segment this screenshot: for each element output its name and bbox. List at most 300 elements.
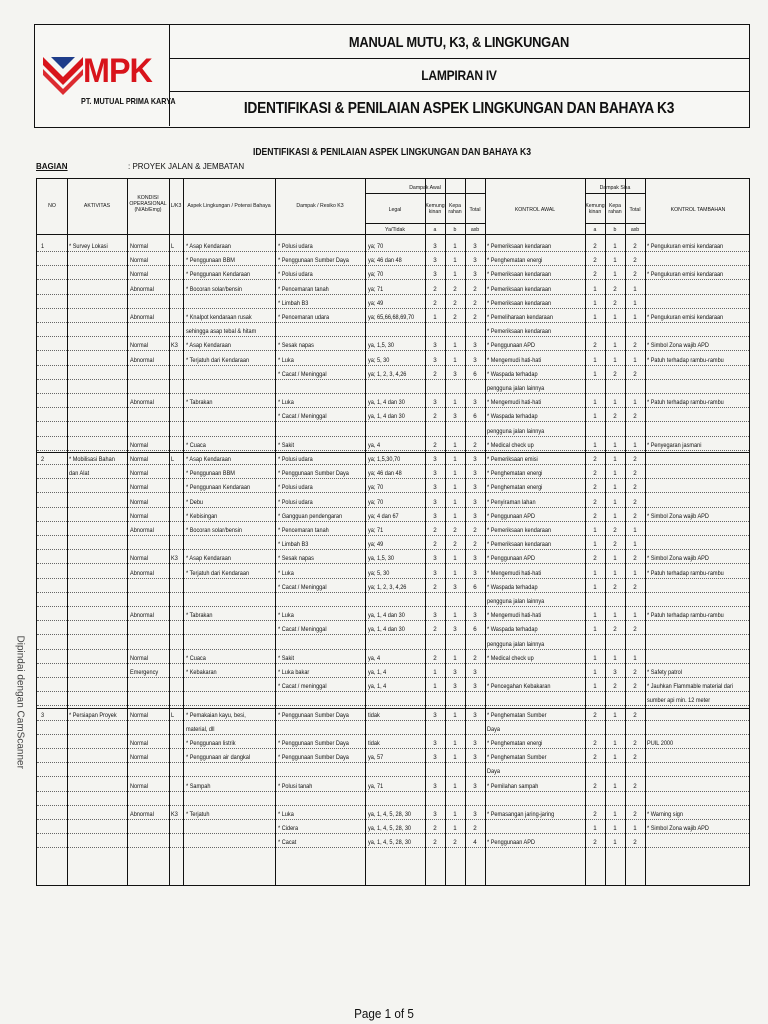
- cell-st: 2: [633, 669, 637, 676]
- cell-dmp: * Penggunaan Sumber Daya: [278, 470, 349, 478]
- cell-t: 2: [473, 527, 477, 534]
- cell-ka: * Waspada terhadap: [487, 583, 538, 591]
- cell-leg: ya, 1, 4 dan 30: [368, 399, 405, 407]
- cell-dmp: * Penggunaan Sumber Daya: [278, 711, 349, 719]
- cell-leg: ya, 4: [368, 654, 381, 662]
- cell-t: 3: [473, 470, 477, 478]
- cell-leg: ya, 1, 4, 5, 28, 30: [368, 811, 412, 818]
- cell-asp: * Knalpot kendaraan rusak: [186, 314, 252, 321]
- cell-kt: * Pengukuran emisi kendaraan: [647, 271, 724, 279]
- cell-dmp: * Luka: [278, 811, 294, 818]
- cell-asp: * Penggunaan BBM: [186, 257, 235, 265]
- cell-t: 6: [473, 626, 477, 634]
- cell-a: 1: [433, 669, 437, 676]
- cell-t: 3: [473, 342, 477, 350]
- cell-st: 2: [633, 271, 637, 279]
- cell-asp: * Penggunaan Kendaraan: [186, 484, 251, 492]
- cell-a: 3: [433, 512, 437, 520]
- cell-dmp: * Penggunaan Sumber Daya: [278, 754, 349, 762]
- cell-a: 3: [433, 612, 437, 620]
- cell-a: 1: [433, 314, 437, 321]
- cell-leg: ya, 1, 4 dan 30: [368, 413, 405, 421]
- cell-dmp: * Polusi udara: [278, 498, 313, 506]
- cell-ka: * Pemeriksaan emisi: [487, 456, 538, 463]
- cell-lk: K3: [171, 342, 178, 350]
- cell-sa: 2: [593, 271, 597, 279]
- cell-ka: Daya: [487, 725, 501, 733]
- cell-ka: * Pemeriksaan kendaraan: [487, 527, 552, 534]
- cell-b: 2: [453, 527, 457, 534]
- cell-dmp: * Luka bakar: [278, 669, 310, 676]
- cell-b: 1: [453, 512, 457, 520]
- cell-sb: 1: [613, 484, 617, 492]
- cell-leg: tidak: [368, 711, 380, 719]
- cell-kon: Normal: [130, 512, 148, 520]
- cell-sb: 1: [613, 839, 617, 847]
- cell-b: 3: [453, 413, 457, 421]
- cell-b: 2: [453, 541, 457, 549]
- col-sisa-keparahan: Kepa rahan: [608, 203, 622, 215]
- cell-leg: ya, 1, 4: [368, 669, 387, 676]
- cell-asp: * Asap Kendaraan: [186, 342, 231, 350]
- bagian-value: : PROYEK JALAN & JEMBATAN: [128, 162, 245, 171]
- cell-kon: Normal: [130, 654, 148, 662]
- col-dampak-awal: Dampak Awal: [409, 185, 441, 191]
- cell-sa: 2: [593, 484, 597, 492]
- cell-sb: 1: [613, 271, 617, 279]
- col-keparahan: Kepa rahan: [448, 203, 462, 215]
- cell-kt: * Patuh terhadap rambu-rambu: [647, 612, 724, 620]
- cell-no: 1: [41, 243, 45, 250]
- cell-asp: * Bocoran solar/bensin: [186, 527, 243, 534]
- cell-t: 3: [473, 754, 477, 762]
- col-lk3: L/K3: [170, 203, 182, 209]
- cell-b: 1: [453, 243, 457, 250]
- cell-st: 2: [633, 583, 637, 591]
- cell-st: 2: [633, 257, 637, 265]
- cell-sb: 1: [613, 243, 617, 250]
- cell-kon: Abnormal: [130, 811, 154, 818]
- bagian-label: BAGIAN: [36, 162, 68, 171]
- cell-ka: * Pemeriksaan kendaraan: [487, 299, 552, 307]
- manual-title: MANUAL MUTU, K3, & LINGKUNGAN: [348, 34, 570, 51]
- cell-sa: 1: [593, 583, 597, 591]
- cell-b: 2: [453, 839, 457, 847]
- cell-dmp: * Cacat / Meninggal: [278, 626, 327, 634]
- cell-leg: ya; 70: [368, 271, 384, 279]
- cell-sa: 1: [593, 413, 597, 421]
- cell-kon: Normal: [130, 441, 148, 449]
- cell-sa: 1: [593, 441, 597, 449]
- cell-sa: 1: [593, 370, 597, 378]
- cell-a: 2: [433, 825, 437, 833]
- cell-a: 2: [433, 541, 437, 549]
- cell-b: 3: [453, 683, 457, 691]
- cell-sa: 2: [593, 711, 597, 719]
- cell-asp: * Pemakaian kayu, besi,: [186, 711, 246, 719]
- cell-a: 2: [433, 583, 437, 591]
- cell-t: 3: [473, 782, 477, 790]
- cell-a: 3: [433, 271, 437, 279]
- cell-t: 3: [473, 683, 477, 691]
- cell-a: 3: [433, 740, 437, 747]
- sub-sisa-b: b: [613, 227, 617, 233]
- cell-b: 1: [453, 711, 457, 719]
- cell-leg: ya; 5, 30: [368, 356, 390, 364]
- col-aspek: Aspek Lingkungan / Potensi Bahaya: [187, 203, 271, 209]
- cell-leg: ya; 46 dan 48: [368, 257, 402, 265]
- cell-lk: L: [171, 243, 175, 250]
- col-kontrol-awal: KONTROL AWAL: [514, 207, 556, 213]
- cell-kon: Abnormal: [130, 356, 154, 364]
- cell-kt: * Patuh terhadap rambu-rambu: [647, 399, 724, 407]
- cell-st: 2: [633, 626, 637, 634]
- cell-a: 3: [433, 498, 437, 506]
- cell-sa: 1: [593, 356, 597, 364]
- cell-sb: 2: [613, 527, 617, 534]
- cell-leg: ya, 1, 4, 5, 28, 30: [368, 839, 412, 847]
- cell-sb: 1: [613, 441, 617, 449]
- cell-t: 2: [473, 441, 477, 449]
- cell-ka: pengguna jalan lainnya: [487, 385, 545, 392]
- cell-leg: ya; 49: [368, 299, 384, 307]
- cell-t: 3: [473, 740, 477, 747]
- cell-kon: Normal: [130, 754, 148, 762]
- cell-b: 1: [453, 654, 457, 662]
- col-kontrol-tambahan: KONTROL TAMBAHAN: [670, 207, 726, 213]
- cell-t: 3: [473, 569, 477, 577]
- cell-leg: ya, 1, 4 dan 30: [368, 626, 405, 634]
- cell-a: 3: [433, 243, 437, 250]
- cell-kon: Normal: [130, 555, 148, 563]
- cell-t: 3: [473, 811, 477, 818]
- cell-sa: 1: [593, 569, 597, 577]
- sub-b: b: [453, 227, 457, 233]
- cell-a: 3: [433, 342, 437, 350]
- cell-kt: sumber api min. 12 meter: [647, 697, 711, 705]
- cell-a: 1: [433, 683, 437, 691]
- cell-b: 3: [453, 583, 457, 591]
- cell-kt: * Simbol Zona wajib APD: [647, 555, 709, 563]
- cell-lk: L: [171, 711, 175, 719]
- cell-asp: * Sampah: [186, 782, 211, 790]
- cell-dmp: * Polusi udara: [278, 243, 313, 250]
- cell-kt: * Simbol Zona wajib APD: [647, 825, 709, 833]
- cell-asp: * Terjatuh dari Kendaraan: [186, 356, 250, 364]
- cell-leg: ya; 70: [368, 484, 384, 492]
- cell-st: 1: [633, 654, 637, 662]
- cell-ka: * Waspada terhadap: [487, 370, 538, 378]
- document-title: IDENTIFIKASI & PENILAIAN ASPEK LINGKUNGAN DAN BAHAYA K3: [243, 100, 675, 117]
- cell-a: 2: [433, 626, 437, 634]
- cell-sa: 1: [593, 314, 597, 321]
- cell-sb: 1: [613, 612, 617, 620]
- cell-sb: 1: [613, 456, 617, 463]
- cell-b: 3: [453, 669, 457, 676]
- cell-ka: pengguna jalan lainnya: [487, 427, 545, 435]
- cell-sa: 1: [593, 399, 597, 407]
- cell-b: 1: [453, 811, 457, 818]
- cell-st: 1: [633, 612, 637, 620]
- cell-leg: ya, 4: [368, 441, 381, 449]
- cell-sa: 2: [593, 512, 597, 520]
- cell-sa: 2: [593, 257, 597, 265]
- cell-sa: 1: [593, 612, 597, 620]
- cell-sa: 2: [593, 782, 597, 790]
- cell-asp: * Cuaca: [186, 654, 206, 662]
- cell-ka: pengguna jalan lainnya: [487, 598, 545, 605]
- cell-kon: Normal: [130, 257, 148, 265]
- cell-b: 3: [453, 370, 457, 378]
- cell-akt: * Persiapan Proyek: [69, 711, 117, 719]
- cell-ka: * Penghematan energi: [487, 257, 543, 265]
- cell-asp: sehingga asap tebal & hitam: [186, 328, 257, 336]
- cell-leg: ya; 1,5,30,70: [368, 456, 401, 463]
- cell-asp: * Debu: [186, 498, 204, 506]
- cell-st: 2: [633, 782, 637, 790]
- cell-leg: ya; 1, 2, 3, 4,26: [368, 370, 407, 378]
- cell-st: 2: [633, 498, 637, 506]
- cell-st: 2: [633, 484, 637, 492]
- cell-akt: dan Alat: [69, 470, 90, 478]
- cell-sb: 2: [613, 285, 617, 293]
- col-kemungkinan: Kemung kinan: [425, 203, 445, 215]
- cell-sb: 2: [613, 583, 617, 591]
- cell-leg: ya, 57: [368, 754, 384, 762]
- cell-sb: 1: [613, 740, 617, 747]
- cell-t: 3: [473, 512, 477, 520]
- cell-sb: 1: [613, 754, 617, 762]
- cell-kon: Normal: [130, 271, 148, 279]
- document-header: [34, 24, 750, 128]
- cell-t: 3: [473, 456, 477, 463]
- cell-dmp: * Luka: [278, 356, 294, 364]
- cell-ka: * Pemeriksaan kendaraan: [487, 271, 552, 279]
- cell-leg: ya, 1, 4, 5, 28, 30: [368, 825, 412, 833]
- cell-dmp: * Cacat: [278, 839, 297, 847]
- cell-a: 3: [433, 470, 437, 478]
- cell-sb: 2: [613, 413, 617, 421]
- cell-sb: 1: [613, 314, 617, 321]
- cell-st: 1: [633, 399, 637, 407]
- cell-sa: 2: [593, 470, 597, 478]
- cell-leg: ya, 71: [368, 782, 384, 790]
- cell-leg: ya, 1, 4: [368, 683, 387, 691]
- cell-sb: 2: [613, 683, 617, 691]
- cell-dmp: * Sesak napas: [278, 342, 314, 350]
- cell-t: 3: [473, 356, 477, 364]
- cell-b: 1: [453, 441, 457, 449]
- cell-st: 2: [633, 413, 637, 421]
- cell-b: 1: [453, 342, 457, 350]
- cell-dmp: * Polusi udara: [278, 271, 313, 279]
- company-logo: [35, 25, 176, 126]
- cell-leg: ya; 65,66,68,69,70: [368, 314, 415, 321]
- cell-st: 2: [633, 243, 637, 250]
- cell-dmp: * Limbah B3: [278, 299, 309, 307]
- cell-st: 1: [633, 825, 637, 833]
- col-no: NO: [48, 203, 56, 209]
- cell-t: 2: [473, 541, 477, 549]
- cell-st: 2: [633, 711, 637, 719]
- cell-ka: * Pemeriksaan kendaraan: [487, 541, 552, 549]
- cell-a: 3: [433, 484, 437, 492]
- cell-asp: * Penggunaan air dangkal: [186, 754, 251, 762]
- cell-dmp: * Cidera: [278, 825, 299, 833]
- cell-a: 3: [433, 399, 437, 407]
- cell-kon: Normal: [130, 498, 148, 506]
- cell-dmp: * Pencemaran tanah: [278, 285, 329, 293]
- cell-leg: ya, 1,5, 30: [368, 342, 395, 350]
- cell-st: 2: [633, 839, 637, 847]
- cell-a: 2: [433, 299, 437, 307]
- cell-a: 2: [433, 527, 437, 534]
- sub-sisa-axb: axb: [630, 227, 640, 233]
- cell-sa: 1: [593, 825, 597, 833]
- cell-st: 2: [633, 456, 637, 463]
- cell-dmp: * Cacat / Meninggal: [278, 370, 327, 378]
- cell-sa: 1: [593, 683, 597, 691]
- cell-b: 2: [453, 314, 457, 321]
- cell-dmp: * Cacat / Meninggal: [278, 583, 327, 591]
- cell-b: 3: [453, 626, 457, 634]
- cell-sb: 1: [613, 711, 617, 719]
- cell-st: 2: [633, 683, 637, 691]
- cell-dmp: * Cacat / meninggal: [278, 683, 327, 691]
- cell-sb: 1: [613, 811, 617, 818]
- cell-a: 3: [433, 711, 437, 719]
- cell-dmp: * Pencemaran udara: [278, 314, 330, 321]
- cell-t: 3: [473, 257, 477, 265]
- col-legal: Legal: [388, 207, 402, 213]
- cell-no: 3: [41, 711, 45, 719]
- sub-legal: Ya/Tidak: [385, 227, 405, 233]
- cell-kt: * Warning sign: [647, 811, 684, 818]
- cell-sa: 1: [593, 285, 597, 293]
- cell-a: 2: [433, 839, 437, 847]
- cell-a: 2: [433, 654, 437, 662]
- col-total: Total: [469, 207, 481, 213]
- cell-leg: ya; 70: [368, 243, 384, 250]
- cell-b: 1: [453, 740, 457, 747]
- cell-sb: 1: [613, 356, 617, 364]
- cell-asp: * Penggunaan BBM: [186, 470, 235, 478]
- cell-kt: * Patuh terhadap rambu-rambu: [647, 356, 724, 364]
- cell-kon: Normal: [130, 243, 148, 250]
- cell-a: 2: [433, 413, 437, 421]
- cell-sa: 1: [593, 541, 597, 549]
- cell-dmp: * Polusi udara: [278, 456, 313, 463]
- cell-a: 3: [433, 754, 437, 762]
- cell-ka: * Pemilahan sampah: [487, 782, 539, 790]
- cell-a: 3: [433, 257, 437, 265]
- col-dampak-sisa: Dampak Sisa: [599, 185, 631, 191]
- sub-axb: axb: [470, 227, 480, 233]
- cell-st: 2: [633, 512, 637, 520]
- col-aktivitas: AKTIVITAS: [83, 203, 111, 209]
- cell-asp: material, dll: [186, 725, 215, 733]
- cell-ka: * Waspada terhadap: [487, 626, 538, 634]
- cell-kon: Normal: [130, 740, 148, 747]
- cell-ka: * Penghematan energi: [487, 740, 543, 747]
- cell-kon: Normal: [130, 456, 148, 463]
- cell-sa: 2: [593, 498, 597, 506]
- cell-st: 1: [633, 569, 637, 577]
- appendix-title: LAMPIRAN IV: [421, 67, 497, 83]
- cell-lk: K3: [171, 811, 178, 818]
- cell-kon: Abnormal: [130, 527, 154, 534]
- cell-asp: * Asap Kendaraan: [186, 243, 231, 250]
- cell-ka: * Penggunaan APD: [487, 555, 535, 563]
- cell-ka: * Waspada terhadap: [487, 413, 538, 421]
- cell-ka: * Penggunaan APD: [487, 342, 535, 350]
- cell-kon: Abnormal: [130, 314, 154, 321]
- cell-t: 3: [473, 484, 477, 492]
- cell-asp: * Kebakaran: [186, 669, 217, 676]
- cell-sb: 1: [613, 498, 617, 506]
- cell-t: 3: [473, 399, 477, 407]
- cell-sa: 2: [593, 754, 597, 762]
- cell-a: 2: [433, 441, 437, 449]
- sub-sisa-a: a: [593, 227, 597, 233]
- cell-leg: ya; 71: [368, 285, 384, 293]
- cell-ka: * Pemeriksaan kendaraan: [487, 243, 552, 250]
- cell-sa: 2: [593, 243, 597, 250]
- cell-a: 3: [433, 811, 437, 818]
- cell-sa: 1: [593, 669, 597, 676]
- cell-akt: * Mobilisasi Bahan: [69, 456, 115, 463]
- cell-sb: 2: [613, 299, 617, 307]
- cell-sb: 3: [613, 669, 617, 676]
- cell-t: 6: [473, 370, 477, 378]
- cell-ka: * Medical check up: [487, 441, 534, 449]
- cell-asp: * Tabrakan: [186, 399, 213, 407]
- table-subtitle: IDENTIFIKASI & PENILAIAN ASPEK LINGKUNGAN DAN BAHAYA K3: [252, 146, 532, 158]
- cell-b: 1: [453, 484, 457, 492]
- cell-sb: 1: [613, 470, 617, 478]
- cell-b: 2: [453, 285, 457, 293]
- cell-dmp: * Polusi udara: [278, 484, 313, 492]
- cell-asp: * Cuaca: [186, 441, 206, 449]
- cell-dmp: * Penggunaan Sumber Daya: [278, 740, 349, 747]
- cell-sa: 2: [593, 456, 597, 463]
- cell-kon: Abnormal: [130, 285, 154, 293]
- cell-dmp: * Luka: [278, 399, 294, 407]
- cell-sb: 1: [613, 782, 617, 790]
- cell-kt: * Patuh terhadap rambu-rambu: [647, 569, 724, 577]
- cell-sb: 1: [613, 399, 617, 407]
- cell-st: 2: [633, 342, 637, 350]
- cell-ka: * Mengemudi hati-hati: [487, 612, 542, 620]
- cell-leg: ya; 1, 2, 3, 4,26: [368, 583, 407, 591]
- cell-asp: * Tabrakan: [186, 612, 213, 620]
- cell-kon: Normal: [130, 782, 148, 790]
- cell-sa: 2: [593, 811, 597, 818]
- col-kondisi: KONDISI OPERASIONAL (N/Ab/Emg): [129, 195, 167, 213]
- cell-lk: K3: [171, 555, 178, 563]
- cell-leg: ya; 49: [368, 541, 384, 549]
- cell-ka: * Penghematan energi: [487, 470, 543, 478]
- cell-sa: 1: [593, 299, 597, 307]
- cell-dmp: * Penggunaan Sumber Daya: [278, 257, 349, 265]
- cell-sa: 2: [593, 839, 597, 847]
- cell-ka: * Penggunaan APD: [487, 512, 535, 520]
- cell-a: 3: [433, 782, 437, 790]
- cell-ka: * Mengemudi hati-hati: [487, 399, 542, 407]
- cell-kon: Normal: [130, 711, 148, 719]
- cell-t: 3: [473, 711, 477, 719]
- cell-sa: 2: [593, 342, 597, 350]
